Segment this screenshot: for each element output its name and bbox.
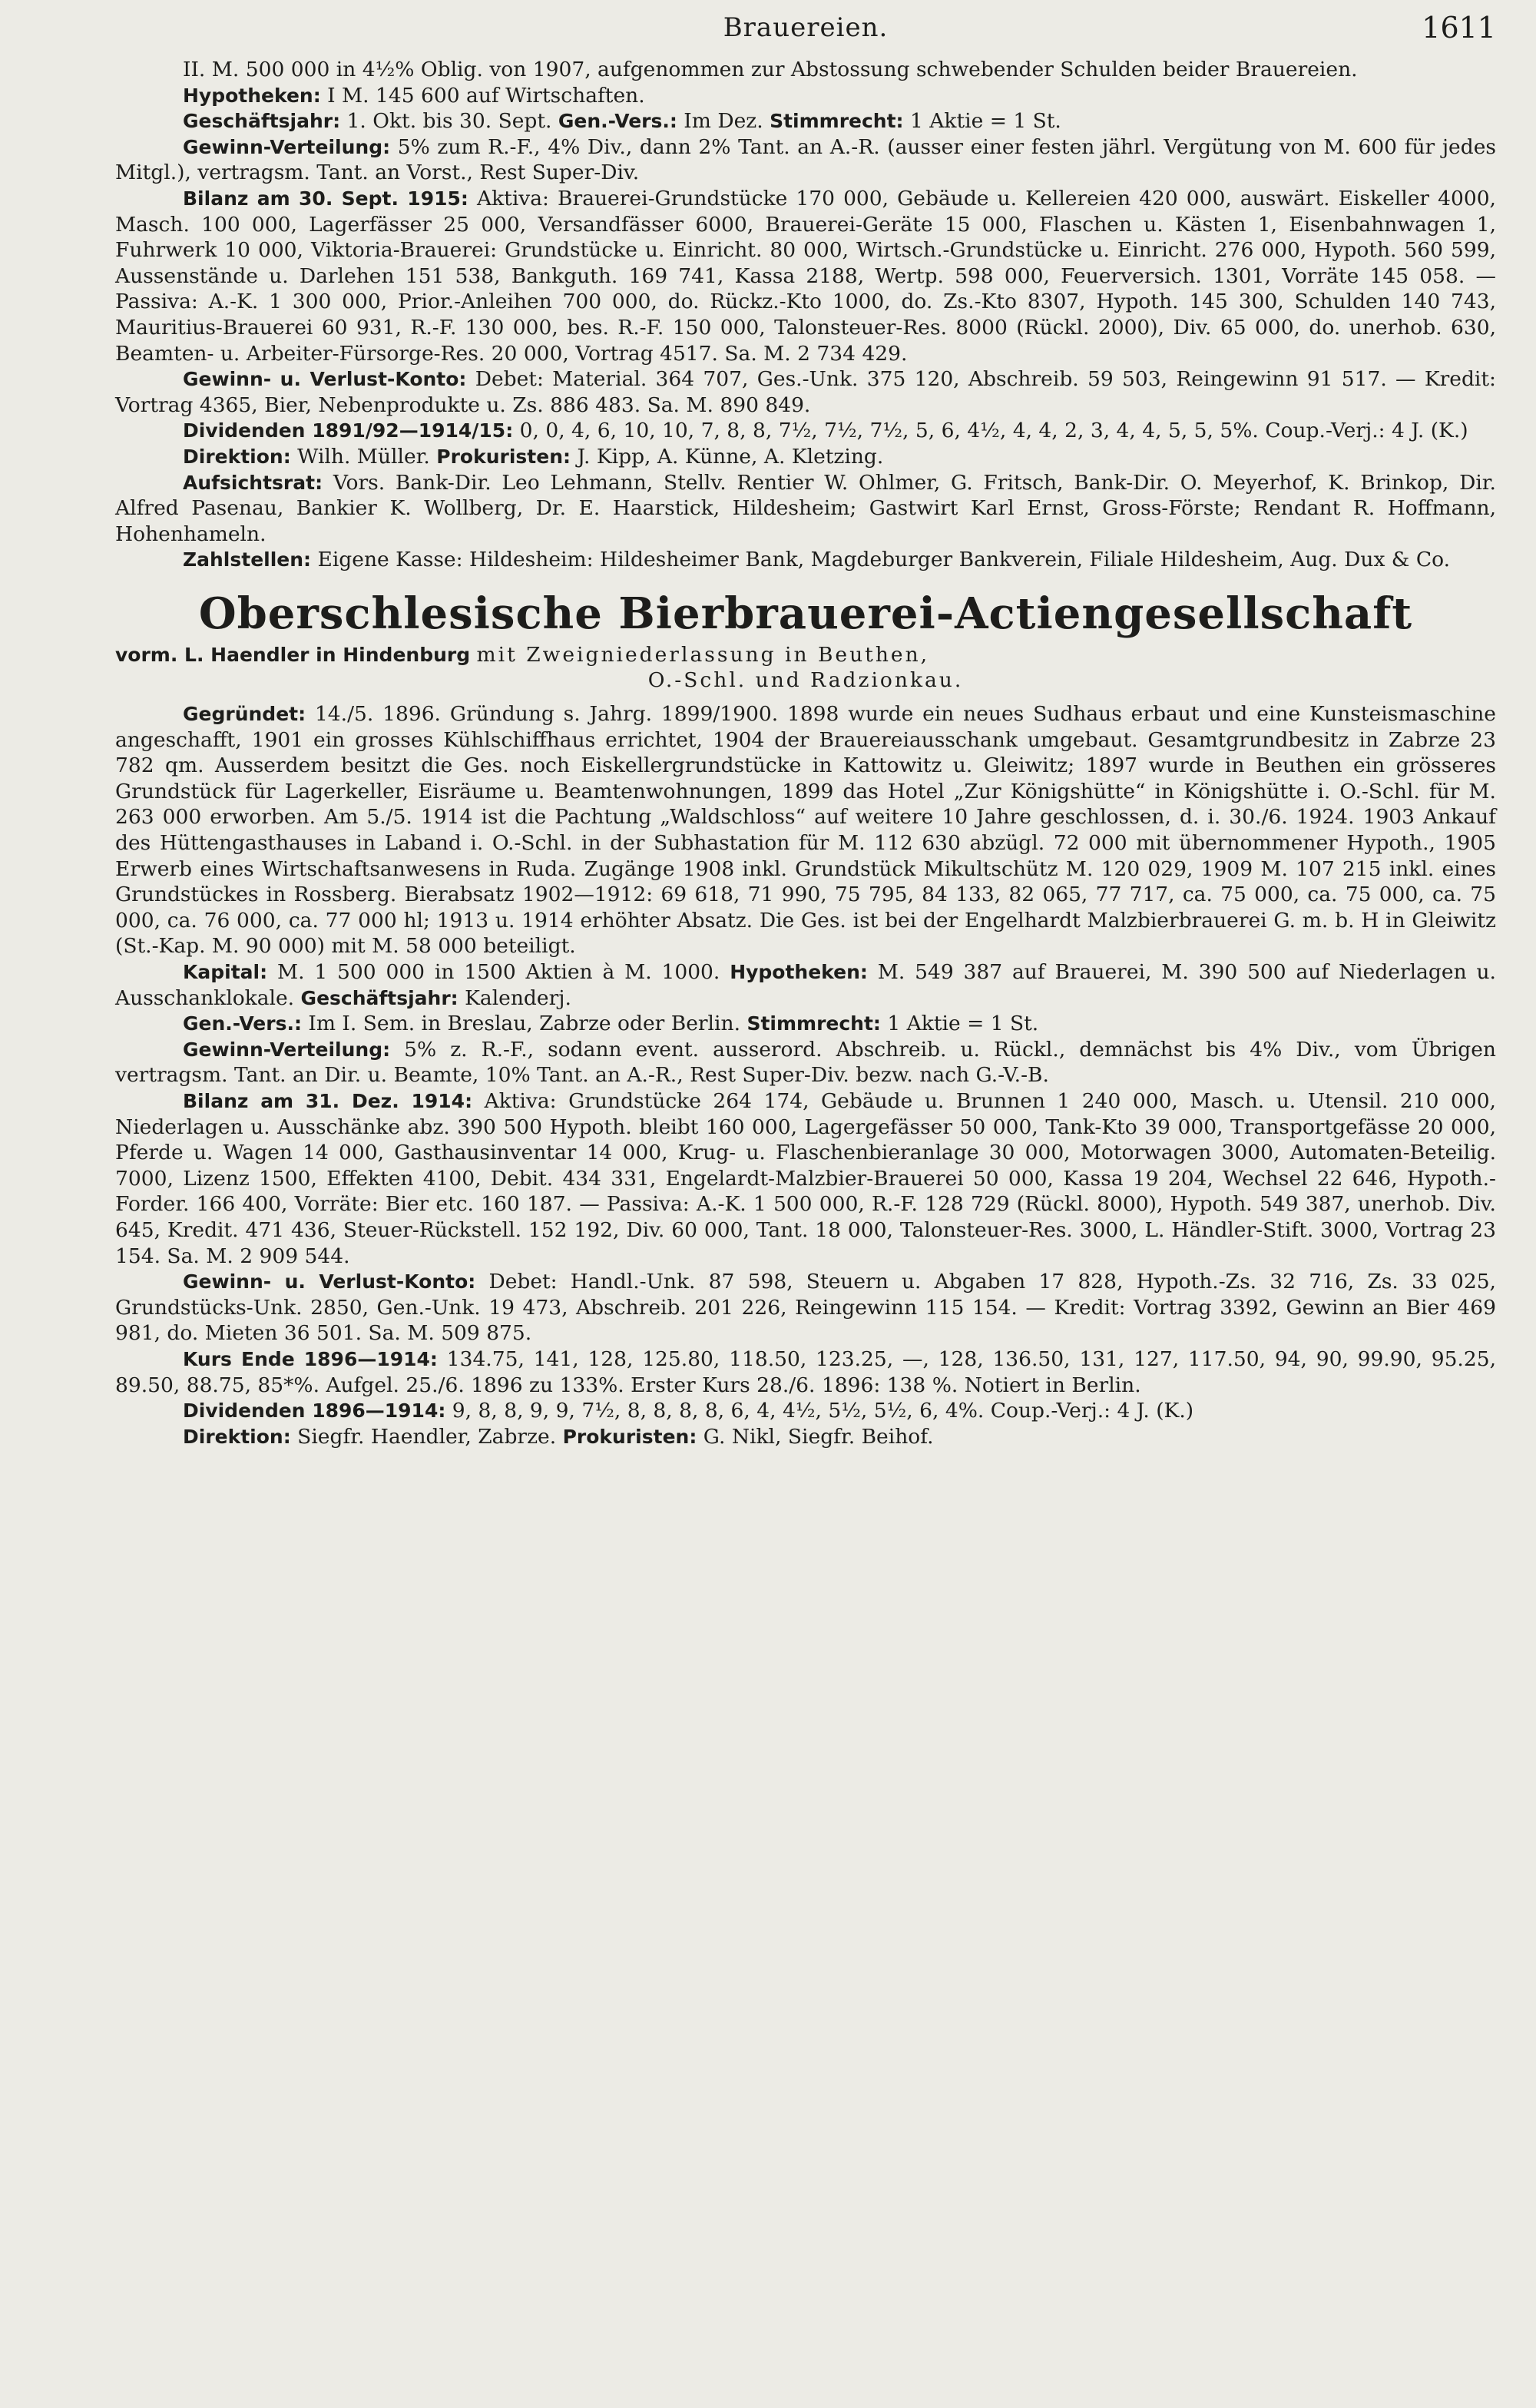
section-label: Prokuristen: xyxy=(436,445,571,468)
company-subtitle-bold: vorm. L. Haendler in Hindenburg xyxy=(115,643,471,666)
section-label: Direktion: xyxy=(183,445,291,468)
profit-distribution-paragraph xyxy=(115,134,1496,186)
section-text: Eigene Kasse: Hildesheim: Hildesheimer Bank, Magdeburger Bankverein, Filiale Hildesheim, Aug. Dux & Co. xyxy=(317,548,1451,572)
bond-paragraph xyxy=(115,57,1496,83)
section-text: Siegfr. Haendler, Zabrze. xyxy=(297,1424,557,1449)
section-text: 1 Aktie = 1 St. xyxy=(887,1012,1039,1036)
section-label: Stimmrecht: xyxy=(770,110,904,133)
section-text: 9, 8, 8, 9, 9, 7½, 8, 8, 8, 8, 6, 4, 4½, 5½, 5½, 6, 4%. Coup.-Verj.: 4 J. (K.) xyxy=(452,1399,1194,1423)
section-text: Wilh. Müller. xyxy=(297,444,430,469)
section-label: Gewinn- u. Verlust-Konto: xyxy=(183,368,467,391)
section-label: Geschäftsjahr: xyxy=(183,110,341,133)
page-header xyxy=(115,9,1496,57)
section-text: 1 Aktie = 1 St. xyxy=(910,109,1061,134)
supervisory-board-paragraph xyxy=(115,470,1496,548)
dividends-paragraph xyxy=(115,418,1496,444)
section-label: Zahlstellen: xyxy=(183,548,312,571)
company-subtitle-line2: O.-Schl. und Radzionkau. xyxy=(647,668,964,693)
section-label: Gewinn-Verteilung: xyxy=(183,135,391,158)
section-label: Stimmrecht: xyxy=(746,1012,881,1035)
section-label: Gewinn- u. Verlust-Konto: xyxy=(183,1270,476,1293)
section-label: Geschäftsjahr: xyxy=(300,986,458,1009)
section-label: Aufsichtsrat: xyxy=(183,471,323,494)
section-text: Im Dez. xyxy=(684,109,763,134)
section-text: M. 1 500 000 in 1500 Aktien à M. 1000. xyxy=(276,960,720,984)
company-subtitle-rest: mit Zweigniederlassung in Beuthen, xyxy=(476,642,930,667)
section-text: Aktiva: Grundstücke 264 174, Gebäude u. Brunnen 1 240 000, Masch. u. Utensil. 210 000, Niederlagen u. Ausschänke abz. 390 500 Hypoth. bleibt 160 000, Lagergefässer 50 000, Tank-Kto 39 000, Transportgefässe 20 000, Pferde u. Wagen 14 000, Gasthausinventar 14 000, Krug- u. Flaschenbieranlage 30 000, Motorwagen 3000, Automaten-Beteilig. 7000, Lizenz 1500, Effekten 4100, Debit. 434 331, Engelardt-Malzbier-Brauerei 50 000, Kassa 19 204, Wechsel 22 646, Hypoth.-Forder. 166 400, Vorräte: Bier etc. 160 187. — Passiva: A.-K. 1 500 000, R.-F. 128 729 (Rückl. 8000), Hypoth. 549 387, unerhob. Div. 645, Kredit. 471 436, Steuer-Rückstell. 152 192, Div. 60 000, Tant. 18 000, Talonsteuer-Res. 3000, L. Händler-Stift. 3000, Vortrag 23 154. Sa. M. 2 909 544. xyxy=(115,1088,1496,1268)
balance-sheet-paragraph xyxy=(115,186,1496,366)
company-subtitle xyxy=(115,642,1496,694)
section-label: Gewinn-Verteilung: xyxy=(183,1038,391,1061)
share-price-paragraph xyxy=(115,1346,1496,1398)
section-label: Kapital: xyxy=(183,961,268,983)
section-label: Hypotheken: xyxy=(730,961,868,983)
fiscal-year-paragraph xyxy=(115,108,1496,134)
management-paragraph xyxy=(115,444,1496,470)
dividends-paragraph xyxy=(115,1398,1496,1424)
section-text: 5% zum R.-F., 4% Div., dann 2% Tant. an A.-R. (ausser einer festen jährl. Vergütung von M. 600 für jedes Mitgl.), vertragsm. Tant. an Vorst., Rest Super-Div. xyxy=(115,134,1496,185)
bond-text: II. M. 500 000 in 4½% Oblig. von 1907, aufgenommen zur Abstossung schwebender Schulden beider Brauereien. xyxy=(183,58,1358,81)
section-label: Gegründet: xyxy=(183,703,306,726)
section-label: Prokuristen: xyxy=(562,1425,697,1448)
section-text: Debet: Handl.-Unk. 87 598, Steuern u. Abgaben 17 828, Hypoth.-Zs. 32 716, Zs. 33 025, Grundstücks-Unk. 2850, Gen.-Unk. 19 473, Abschreib. 201 226, Reingewinn 115 154. — Kredit: Vortrag 3392, Gewinn an Bier 469 981, do. Mieten 36 501. Sa. M. 509 875. xyxy=(115,1270,1496,1346)
profit-loss-paragraph xyxy=(115,1269,1496,1346)
paying-agents-paragraph xyxy=(115,547,1496,573)
profit-loss-paragraph xyxy=(115,366,1496,418)
section-text: M. 549 387 auf Brauerei, M. 390 500 auf Niederlagen u. Ausschanklokale. xyxy=(115,960,1496,1010)
balance-sheet-paragraph xyxy=(115,1088,1496,1269)
section-text: G. Nikl, Siegfr. Beihof. xyxy=(703,1424,934,1449)
profit-distribution-paragraph xyxy=(115,1037,1496,1088)
section-label: Gen.-Vers.: xyxy=(183,1012,302,1035)
section-text: I M. 145 600 auf Wirtschaften. xyxy=(327,83,645,108)
section-label: Bilanz am 30. Sept. 1915: xyxy=(183,187,468,210)
section-text: Debet: Material. 364 707, Ges.-Unk. 375 120, Abschreib. 59 503, Reingewinn 91 517. — Kredit: Vortrag 4365, Bier, Nebenprodukte u. Zs. 886 483. Sa. M. 890 849. xyxy=(115,367,1496,417)
founded-paragraph xyxy=(115,701,1496,959)
management-paragraph xyxy=(115,1424,1496,1450)
section-label: Dividenden 1896—1914: xyxy=(183,1399,446,1423)
mortgage-paragraph xyxy=(115,83,1496,109)
section-text: 0, 0, 4, 6, 10, 10, 7, 8, 8, 7½, 7½, 7½, 5, 6, 4½, 4, 4, 2, 3, 4, 4, 5, 5, 5%. Coup.-Verj.: 4 J. (K.) xyxy=(519,419,1468,443)
section-text: Im I. Sem. in Breslau, Zabrze oder Berlin. xyxy=(308,1012,741,1036)
section-label: Bilanz am 31. Dez. 1914: xyxy=(183,1089,473,1112)
section-text: 14./5. 1896. Gründung s. Jahrg. 1899/1900. 1898 wurde ein neues Sudhaus erbaut und eine Kunsteismaschine angeschafft, 1901 ein grosses Kühlschiffhaus errichtet, 1904 der Brauereiausschank umgebaut. Gesamtgrundbesitz in Zabrze 23 782 qm. Ausserdem besitzt die Ges. noch Eiskellergrundstücke in Kattowitz u. Gleiwitz; 1897 wurde in Beuthen ein grösseres Grundstück für Lagerkeller, Eisräume u. Beamtenwohnungen, 1899 das Hotel „Zur Königshütte“ in Königshütte i. O.-Schl. für M. 263 000 erworben. Am 5./5. 1914 ist die Pachtung „Waldschloss“ auf weitere 10 Jahre geschlossen, d. i. 30./6. 1924. 1903 Ankauf des Hüttengasthauses in Laband i. O.-Schl. in der Subhastation für M. 112 630 abzügl. 72 000 mit übernommener Hypoth., 1905 Erwerb eines Wirtschaftsanwesens in Ruda. Zugänge 1908 inkl. Grundstück Mikultschütz M. 120 029, 1909 M. 107 215 inkl. eines Grundstückes in Rossberg. Bierabsatz 1902—1912: 69 618, 71 990, 75 795, 84 133, 82 065, 77 717, ca. 75 000, ca. 75 000, ca. 75 000, ca. 76 000, ca. 77 000 hl; 1913 u. 1914 erhöhter Absatz. Die Ges. ist bei der Engelhardt Malzbierbrauerei G. m. b. H in Gleiwitz (St.-Kap. M. 90 000) mit M. 58 000 beteiligt. xyxy=(115,702,1496,959)
company-entry xyxy=(115,701,1496,1449)
section-label: Kurs Ende 1896—1914: xyxy=(183,1347,438,1370)
previous-company-entry xyxy=(115,57,1496,573)
general-meeting-paragraph xyxy=(115,1011,1496,1037)
section-text: Kalenderj. xyxy=(465,985,571,1010)
page-number: 1611 xyxy=(1422,11,1496,45)
running-title: Brauereien. xyxy=(723,12,889,43)
section-text: Vors. Bank-Dir. Leo Lehmann, Stellv. Rentier W. Ohlmer, G. Fritsch, Bank-Dir. O. Meyerhof, K. Brinkop, Dir. Alfred Pasenau, Bankier K. Wollberg, Dr. E. Haarstick, Hildesheim; Gastwirt Karl Ernst, Gross-Förste; Rendant R. Hoffmann, Hohenhameln. xyxy=(115,470,1496,546)
section-text: Aktiva: Brauerei-Grundstücke 170 000, Gebäude u. Kellereien 420 000, auswärt. Eiskeller 4000, Masch. 100 000, Lagerfässer 25 000, Versandfässer 6000, Brauerei-Geräte 15 000, Flaschen u. Kästen 1, Eisenbahnwagen 1, Fuhrwerk 10 000, Viktoria-Brauerei: Grundstücke u. Einricht. 80 000, Wirtsch.-Grundstücke u. Einricht. 276 000, Hypoth. 560 599, Aussenstände u. Darlehen 151 538, Bankguth. 169 741, Kassa 2188, Wertp. 598 000, Feuerversich. 1301, Vorräte 145 058. — Passiva: A.-K. 1 300 000, Prior.-Anleihen 700 000, do. Rückz.-Kto 1000, do. Zs.-Kto 8307, Hypoth. 145 300, Schulden 140 743, Mauritius-Brauerei 60 931, R.-F. 130 000, bes. R.-F. 150 000, Talonsteuer-Res. 8000 (Rückl. 2000), Div. 65 000, do. unerhob. 630, Beamten- u. Arbeiter-Fürsorge-Res. 20 000, Vortrag 4517. Sa. M. 2 734 429. xyxy=(115,186,1496,366)
section-label: Gen.-Vers.: xyxy=(558,110,677,133)
section-text: 134.75, 141, 128, 125.80, 118.50, 123.25, —, 128, 136.50, 131, 127, 117.50, 94, 90, 99.90, 95.25, 89.50, 88.75, 85*%. Aufgel. 25./6. 1896 zu 133%. Erster Kurs 28./6. 1896: 138 %. Notiert in Berlin. xyxy=(115,1346,1496,1397)
company-title: Oberschlesische Bierbrauerei-Actiengesellschaft xyxy=(198,588,1413,639)
section-text: 1. Okt. bis 30. Sept. xyxy=(346,109,552,134)
section-label: Hypotheken: xyxy=(183,84,321,107)
capital-paragraph xyxy=(115,959,1496,1011)
section-text: J. Kipp, A. Künne, A. Kletzing. xyxy=(577,444,884,469)
section-label: Dividenden 1891/92—1914/15: xyxy=(183,419,514,442)
section-text: 5% z. R.-F., sodann event. ausserord. Abschreib. u. Rückl., demnächst bis 4% Div., vom Übrigen vertragsm. Tant. an Dir. u. Beamte, 10% Tant. an A.-R., Rest Super-Div. bezw. nach G.-V.-B. xyxy=(115,1037,1496,1088)
section-label: Direktion: xyxy=(183,1425,291,1448)
